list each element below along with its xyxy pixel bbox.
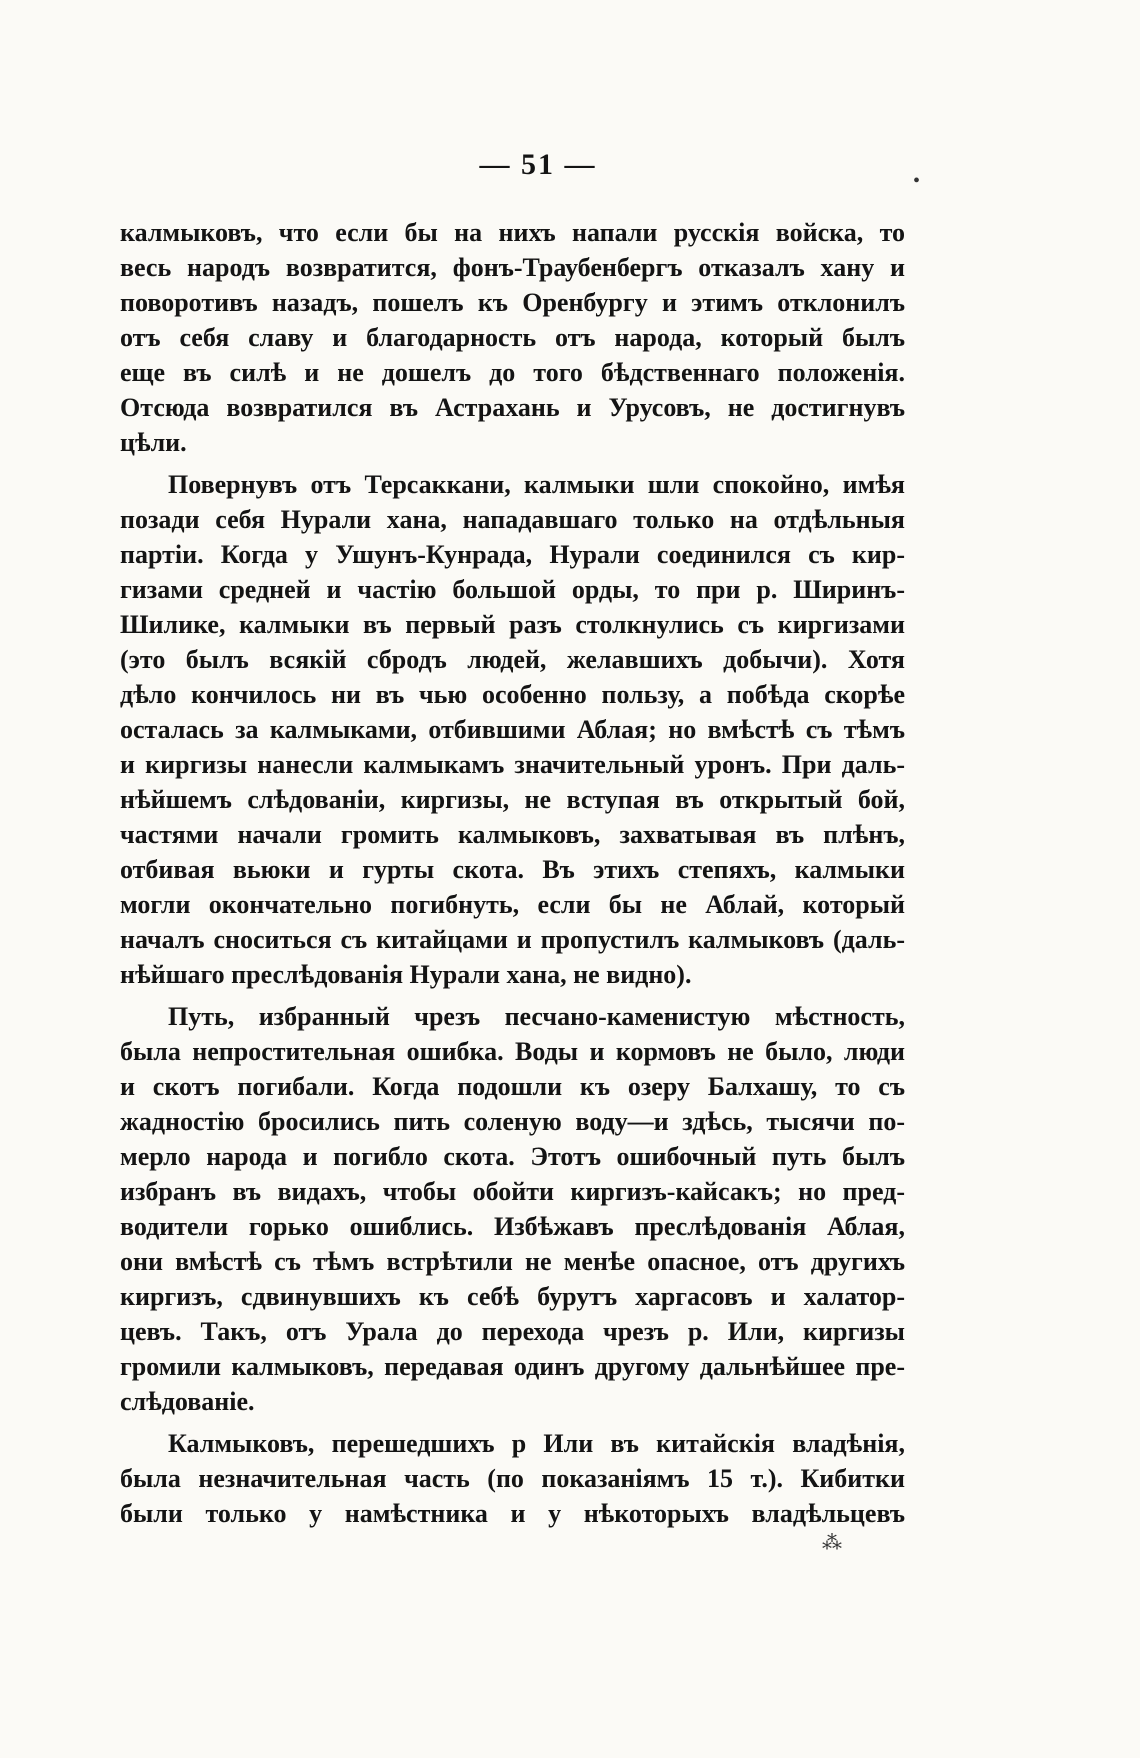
text-line: партіи. Когда у Ушунъ-Кунрада, Нурали соединился съ кир- bbox=[120, 540, 905, 569]
text-line: позади себя Нурали хана, нападавшаго только на отдѣльныя bbox=[120, 505, 905, 534]
text-line: и скотъ погибали. Когда подошли къ озеру Балхашу, то съ bbox=[120, 1072, 905, 1101]
text-line: Калмыковъ, перешедшихъ р Или въ китайскія владѣнія, bbox=[168, 1429, 905, 1458]
text-line: нѣйшемъ слѣдованіи, киргизы, не вступая въ открытый бой, bbox=[120, 785, 905, 814]
print-speck-mark: • bbox=[913, 170, 921, 192]
text-line: мерло народа и погибло скота. Этотъ ошибочный путь былъ bbox=[120, 1142, 905, 1171]
text-line: могли окончательно погибнуть, если бы не Аблай, который bbox=[120, 890, 905, 919]
text-line: громили калмыковъ, передавая одинъ другому дальнѣйшее пре- bbox=[120, 1352, 905, 1381]
body-text bbox=[120, 215, 905, 1531]
text-line: калмыковъ, что если бы на нихъ напали русскія войска, то bbox=[120, 218, 905, 247]
text-line: Отсюда возвратился въ Астрахань и Урусовъ, не достигнувъ bbox=[120, 393, 905, 422]
text-line: были только у намѣстника и у нѣкоторыхъ владѣльцевъ bbox=[120, 1499, 905, 1528]
text-line: дѣло кончилось ни въ чью особенно пользу, а побѣда скорѣе bbox=[120, 680, 905, 709]
text-line: поворотивъ назадъ, пошелъ къ Оренбургу и этимъ отклонилъ bbox=[120, 288, 905, 317]
text-line: киргизъ, сдвинувшихъ къ себѣ бурутъ харгасовъ и халатор- bbox=[120, 1282, 905, 1311]
text-line: была непростительная ошибка. Воды и кормовъ не было, люди bbox=[120, 1037, 905, 1066]
text-line: отъ себя славу и благодарность отъ народа, который былъ bbox=[120, 323, 905, 352]
paragraph bbox=[120, 1426, 905, 1531]
text-line: избранъ въ видахъ, чтобы обойти киргизъ-кайсакъ; но пред- bbox=[120, 1177, 905, 1206]
print-speck-mark: ⁂ bbox=[822, 1532, 842, 1554]
paragraph bbox=[120, 215, 905, 460]
text-line: цевъ. Такъ, отъ Урала до перехода чрезъ р. Или, киргизы bbox=[120, 1317, 905, 1346]
text-line: жадностію бросились пить соленую воду—и здѣсь, тысячи по- bbox=[120, 1107, 905, 1136]
text-line: слѣдованіе. bbox=[120, 1387, 255, 1416]
text-line: весь народъ возвратится, фонъ-Траубенбергъ отказалъ хану и bbox=[120, 253, 905, 282]
text-line: и киргизы нанесли калмыкамъ значительный уронъ. При даль- bbox=[120, 750, 905, 779]
text-line: Повернувъ отъ Терсаккани, калмыки шли спокойно, имѣя bbox=[168, 470, 905, 499]
text-line: началъ сноситься съ китайцами и пропустилъ калмыковъ (даль- bbox=[120, 925, 905, 954]
text-line: нѣйшаго преслѣдованія Нурали хана, не видно). bbox=[120, 960, 692, 989]
text-line: гизами средней и частію большой орды, то при р. Ширинъ- bbox=[120, 575, 905, 604]
text-line: осталась за калмыками, отбившими Аблая; но вмѣстѣ съ тѣмъ bbox=[120, 715, 905, 744]
page-number: — 51 — bbox=[479, 148, 597, 181]
paragraph bbox=[120, 999, 905, 1419]
text-line: Путь, избранный чрезъ песчано-каменистую мѣстность, bbox=[168, 1002, 905, 1031]
text-line: частями начали громить калмыковъ, захватывая въ плѣнъ, bbox=[120, 820, 905, 849]
text-line: цѣли. bbox=[120, 428, 187, 457]
text-line: еще въ силѣ и не дошелъ до того бѣдственнаго положенія. bbox=[120, 358, 905, 387]
text-line: они вмѣстѣ съ тѣмъ встрѣтили не менѣе опасное, отъ другихъ bbox=[120, 1247, 905, 1276]
text-line: отбивая вьюки и гурты скота. Въ этихъ степяхъ, калмыки bbox=[120, 855, 905, 884]
text-line: (это былъ всякій сбродъ людей, желавшихъ добычи). Хотя bbox=[120, 645, 905, 674]
text-line: была незначительная часть (по показаніямъ 15 т.). Кибитки bbox=[120, 1464, 905, 1493]
text-line: водители горько ошиблись. Избѣжавъ преслѣдованія Аблая, bbox=[120, 1212, 905, 1241]
paragraph bbox=[120, 467, 905, 992]
text-line: Шилике, калмыки въ первый разъ столкнулись съ киргизами bbox=[120, 610, 905, 639]
